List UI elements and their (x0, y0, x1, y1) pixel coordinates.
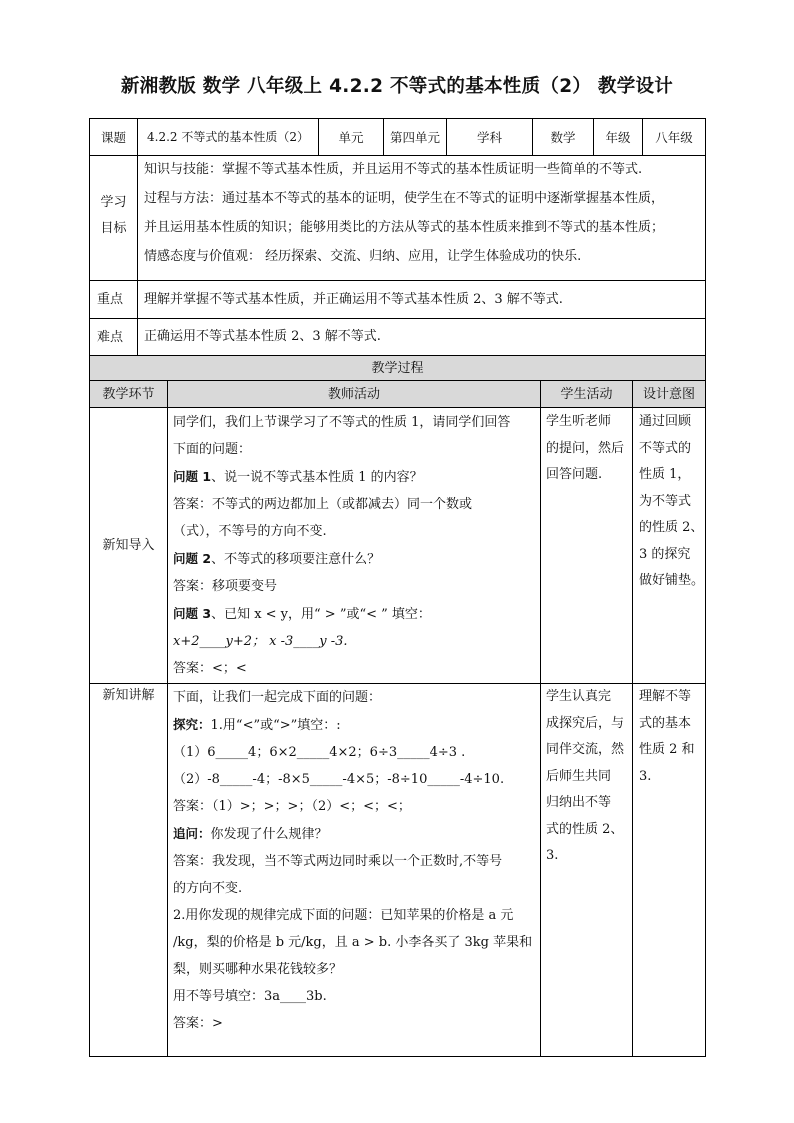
key-point-label: 重点 (96, 292, 123, 307)
explore-label: 探究： (173, 717, 211, 732)
teacher-line: 答案：移项要变号 (173, 579, 278, 594)
student-line: 回答问题. (546, 467, 603, 482)
teacher-line: （式），不等号的方向不变. (173, 524, 327, 539)
section1-teacher (173, 409, 539, 681)
difficulty-label: 难点 (96, 329, 123, 345)
follow-up-label: 追问： (173, 826, 211, 841)
intent-line: 性质 1， (639, 467, 691, 482)
intent-line: 通过回顾 (639, 414, 692, 429)
goals-label (90, 190, 137, 250)
teacher-line: /kg，梨的价格是 b 元/kg，且 a > b. 小李各买了 3kg 苹果和 (173, 935, 533, 950)
intent-line: 的性质 2、 (639, 520, 704, 535)
section1-student (546, 409, 632, 609)
student-line: 式的性质 2、 (546, 821, 624, 837)
goal-line: 情感态度与价值观： 经历探索、交流、归纳、应用，让学生体验成功的快乐. (144, 249, 582, 264)
col-teacher: 教师活动 (327, 386, 380, 402)
question-3 (173, 600, 539, 628)
teacher-line: （2）-8_____-4；-8×5_____-4×5；-8÷10_____-4÷10. (173, 772, 505, 787)
intent-line: 性质 2 和 (639, 742, 695, 757)
teacher-line: 用不等号填空：3a____3b. (173, 989, 327, 1004)
teacher-line: （1）6_____4；6×2_____4×2；6÷3_____4÷3 . (173, 745, 466, 760)
question-3-label: 问题 3 (173, 606, 212, 621)
intent-line: 3. (639, 768, 652, 784)
intent-line: 为不等式 (639, 493, 692, 509)
section2-intent (639, 684, 705, 804)
goal-line: 并且运用基本性质的知识；能够用类比的方法从等式的基本性质来推到不等式的基本性质； (144, 220, 665, 235)
intent-line: 式的基本 (639, 715, 692, 731)
student-line: 成探究后，与 (546, 715, 625, 731)
section2-stage: 新知讲解 (102, 688, 155, 703)
question-2-label: 问题 2 (173, 551, 212, 566)
goals-text (144, 158, 704, 278)
teacher-line: 答案：不等式的两边都加上（或都减去）同一个数或 (173, 497, 473, 512)
question-2 (173, 545, 539, 573)
difficulty-text: 正确运用不等式基本性质 2、3 解不等式. (144, 329, 381, 344)
grade-label: 年级 (605, 129, 631, 145)
section2-teacher (173, 684, 539, 1054)
question-1-text: 、说一说不等式基本性质 1 的内容？ (211, 470, 423, 485)
goal-line: 知识与技能：掌握不等式基本性质，并且运用不等式的基本性质证明一些简单的不等式. (144, 162, 643, 177)
intent-line: 不等式的 (639, 440, 692, 456)
section2-student (546, 684, 632, 884)
teacher-line: 同学们，我们上节课学习了不等式的性质 1，请同学们回答 (173, 415, 511, 430)
student-line: 学生认真完 (546, 689, 612, 704)
teacher-line: 2.用你发现的规律完成下面的问题：已知苹果的价格是 a 元 (173, 908, 514, 923)
intent-line: 做好铺垫。 (639, 573, 705, 588)
explore-line (173, 711, 539, 739)
question-3-exprs: x+2____y+2； x -3____y -3. (173, 634, 348, 649)
col-student: 学生活动 (560, 386, 613, 402)
process-header: 教学过程 (371, 360, 424, 376)
course-value: 4.2.2 不等式的基本性质（2） (147, 129, 309, 144)
teacher-line: 答案：（1）>；>；>；（2）<；<；<； (173, 799, 411, 814)
teacher-line: 梨，则买哪种水果花钱较多？ (173, 962, 343, 977)
grade-value: 八年级 (655, 129, 693, 145)
section1-intent (639, 409, 705, 609)
student-line: 归纳出不等 (546, 795, 612, 810)
goal-line: 过程与方法：通过基本不等式的基本的证明，使学生在不等式的证明中逐渐掌握基本性质， (144, 191, 665, 206)
goals-label-line: 学习 (100, 195, 127, 210)
subject-value: 数学 (550, 129, 576, 145)
follow-up-text: 你发现了什么规律？ (210, 827, 328, 842)
intent-line: 3 的探究 (639, 546, 691, 562)
col-intent: 设计意图 (642, 386, 695, 402)
teacher-line: 的方向不变. (173, 881, 243, 896)
student-line: 同伴交流，然 (546, 742, 625, 757)
section1-stage: 新知导入 (102, 538, 155, 553)
teacher-line: 答案：我发现，当不等式两边同时乘以一个正数时,不等号 (173, 854, 503, 869)
teacher-line: 下面的问题： (173, 442, 252, 457)
student-line: 学生听老师 (546, 414, 612, 429)
question-3-text: 、已知 x < y，用“ > ”或“< ” 填空： (211, 607, 431, 622)
question-2-text: 、不等式的移项要注意什么？ (211, 552, 381, 567)
unit-label: 单元 (338, 129, 364, 145)
teacher-line: 下面，让我们一起完成下面的问题： (173, 690, 382, 705)
intent-line: 理解不等 (639, 689, 692, 704)
teacher-line: 答案：<；< (173, 661, 247, 676)
follow-up-line (173, 820, 539, 848)
question-1 (173, 463, 539, 491)
key-point-text: 理解并掌握不等式基本性质，并正确运用不等式基本性质 2、3 解不等式. (144, 292, 563, 307)
explore-text: 1.用“<”或“>”填空：: (210, 718, 341, 733)
col-stage: 教学环节 (102, 386, 155, 402)
subject-label: 学科 (476, 129, 502, 145)
student-line: 后师生共同 (546, 768, 612, 784)
student-line: 3. (546, 848, 559, 863)
goals-label-line: 目标 (100, 221, 127, 236)
teacher-line: 答案：> (173, 1016, 223, 1031)
course-label: 课题 (100, 129, 126, 145)
student-line: 的提问，然后 (546, 440, 625, 456)
unit-value: 第四单元 (389, 129, 440, 145)
document-title: 新湘教版 数学 八年级上 4.2.2 不等式的基本性质（2） 教学设计 (120, 76, 674, 97)
question-1-label: 问题 1 (173, 469, 212, 484)
